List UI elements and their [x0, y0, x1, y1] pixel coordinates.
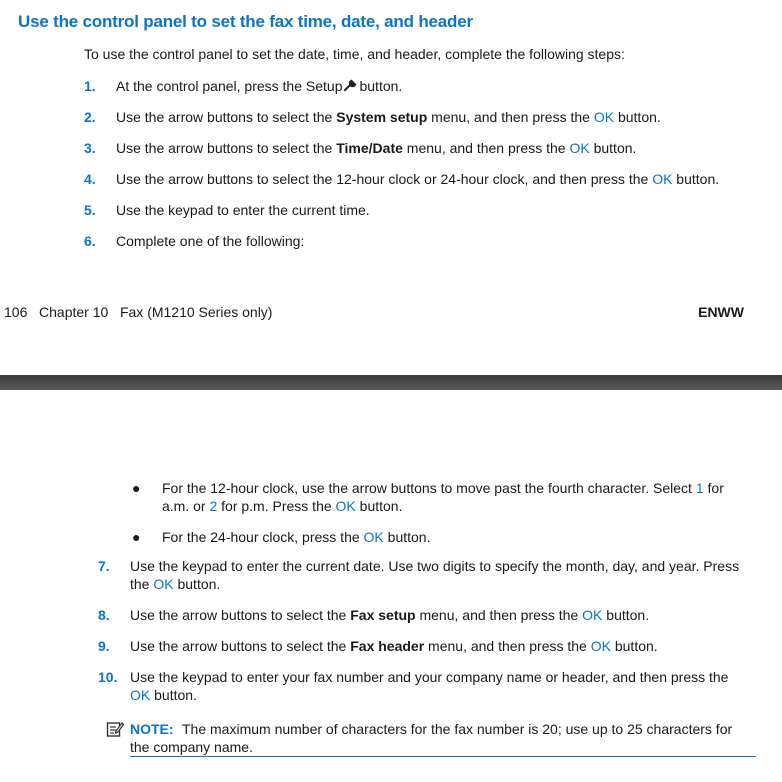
step-number: 5.: [84, 202, 96, 218]
step-text: Use the keypad to enter the current time.: [116, 202, 370, 218]
ok-label: OK: [130, 687, 151, 703]
step-text: Use the keypad to enter the current date. Use two digits to specify the month, day, and year. Press the: [130, 558, 740, 592]
step-number: 1.: [84, 78, 96, 94]
bullet-text-end: button.: [383, 529, 431, 545]
step-number: 6.: [84, 233, 96, 249]
menu-name: Fax setup: [350, 607, 416, 623]
step-text: Use the arrow buttons to select the: [116, 109, 337, 125]
bullet-text-mid: for a.m. or: [162, 480, 724, 514]
step-text: Use the arrow buttons to select the 12-hour clock or 24-hour clock, and then press the: [116, 171, 653, 187]
bullet-text-mid2: for p.m. Press the: [217, 498, 336, 514]
bullet-text-end: button.: [355, 498, 403, 514]
step-text: Use the keypad to enter your fax number and your company name or header, and then press the: [130, 669, 729, 685]
note-icon: [106, 720, 124, 738]
ok-label: OK: [363, 529, 384, 545]
step-text-mid: menu, and then press the: [402, 140, 570, 156]
bullet-text: For the 24-hour clock, press the: [162, 529, 364, 545]
step-number: 9.: [98, 638, 110, 654]
bullet-dot: ●: [132, 480, 141, 496]
step-text-end: button.: [602, 607, 650, 623]
menu-name: System setup: [336, 109, 428, 125]
ok-label: OK: [335, 498, 356, 514]
step-text-end: button.: [359, 78, 403, 94]
am-value: 1: [695, 480, 704, 496]
note-label: NOTE:: [130, 721, 174, 737]
section-title: Use the control panel to set the fax time, date, and header: [18, 12, 473, 31]
step-number: 10.: [98, 669, 118, 685]
menu-name: Time/Date: [336, 140, 403, 156]
step-number: 8.: [98, 607, 110, 623]
step-text-end: button.: [672, 171, 720, 187]
footer-enww: ENWW: [698, 304, 744, 320]
page-top: [0, 0, 782, 375]
intro-text: To use the control panel to set the date, time, and header, complete the following steps:: [84, 46, 625, 62]
menu-name: Fax header: [350, 638, 425, 654]
step-number: 4.: [84, 171, 96, 187]
pm-value: 2: [209, 498, 218, 514]
ok-label: OK: [590, 638, 611, 654]
step-text: Use the arrow buttons to select the: [130, 638, 351, 654]
ok-label: OK: [569, 140, 590, 156]
ok-label: OK: [582, 607, 603, 623]
note-text: The maximum number of characters for the fax number is 20; use up to 25 characters for the company name.: [130, 721, 733, 755]
ok-label: OK: [153, 576, 174, 592]
bullet-text: For the 12-hour clock, use the arrow buttons to move past the fourth character. Select: [162, 480, 696, 496]
step-text-end: button.: [589, 140, 637, 156]
step-text: At the control panel, press the Setup: [116, 78, 343, 94]
step-text-mid: menu, and then press the: [427, 109, 594, 125]
page-bottom: [0, 390, 782, 782]
step-number: 7.: [98, 558, 110, 574]
wrench-icon: [343, 79, 358, 92]
step-text-end: button.: [173, 576, 221, 592]
step-text-end: button.: [614, 109, 661, 125]
step-text: Use the arrow buttons to select the: [130, 607, 351, 623]
step-text: Use the arrow buttons to select the: [116, 140, 337, 156]
bullet-dot: ●: [132, 529, 141, 545]
step-text: Complete one of the following:: [116, 233, 305, 249]
note-underline: [130, 756, 756, 757]
step-text-end: button.: [610, 638, 658, 654]
step-number: 2.: [84, 109, 96, 125]
ok-label: OK: [652, 171, 673, 187]
ok-label: OK: [593, 109, 615, 125]
page-footer: 106 Chapter 10 Fax (M1210 Series only): [4, 304, 273, 320]
step-number: 3.: [84, 140, 96, 156]
step-text-end: button.: [150, 687, 197, 703]
step-text-mid: menu, and then press the: [415, 607, 583, 623]
step-text-mid: menu, and then press the: [424, 638, 591, 654]
page-divider: [0, 375, 782, 390]
